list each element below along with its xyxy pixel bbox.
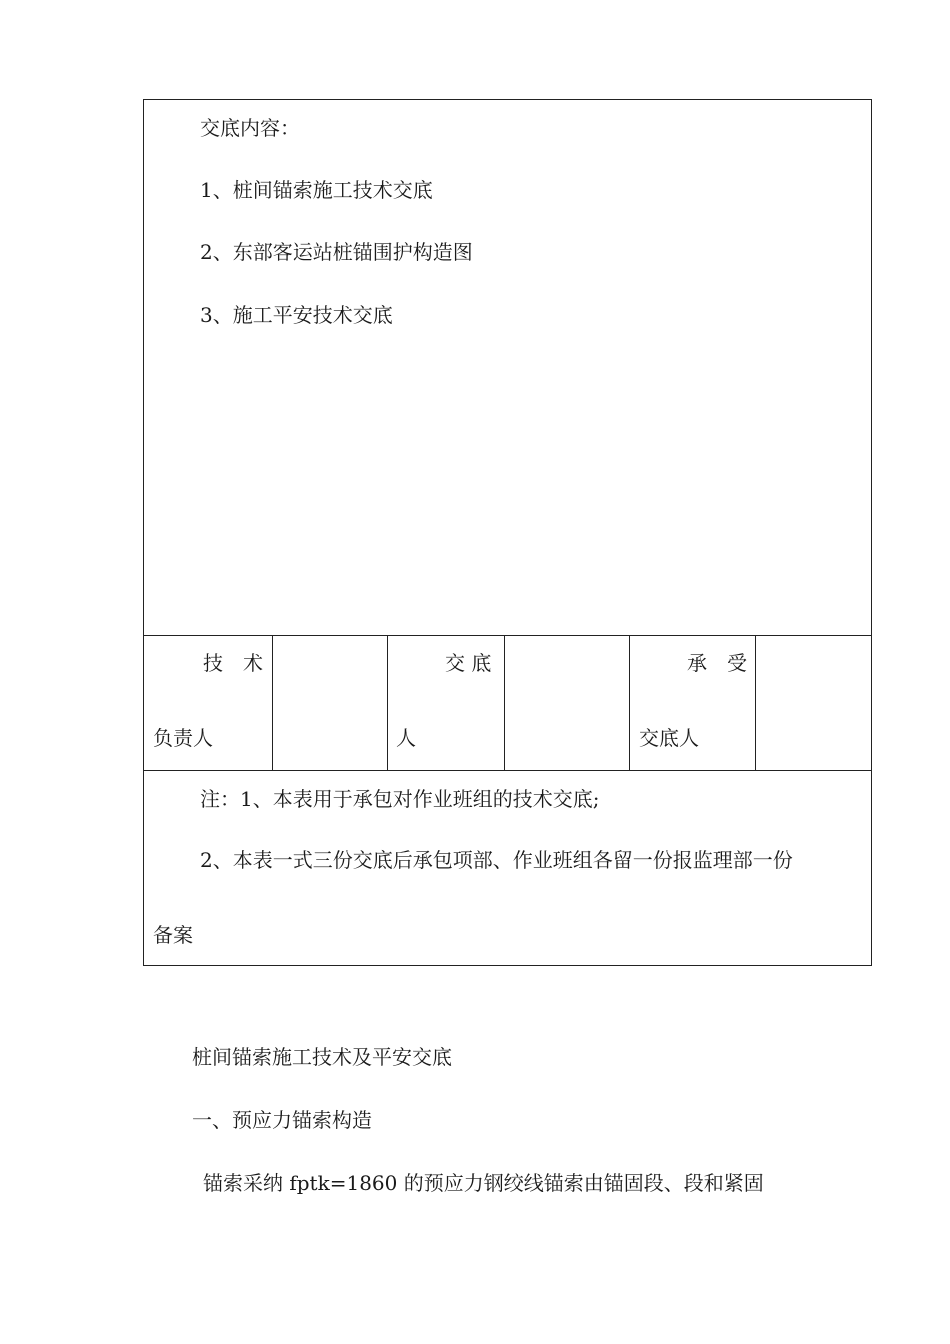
table-col-divider [504, 636, 505, 770]
document-title: 桩间锚索施工技术及平安交底 [192, 1045, 452, 1069]
disclosure-table [143, 99, 872, 966]
discloser-label: 交 底 [445, 651, 492, 675]
note-line: 备案 [153, 923, 193, 947]
table-divider-top [143, 635, 872, 636]
receiver-label: 交底人 [639, 726, 699, 750]
section-heading: 一、预应力锚索构造 [192, 1108, 372, 1132]
receiver-label: 承 受 [687, 651, 747, 675]
tech-lead-label: 负责人 [153, 726, 213, 750]
body-paragraph: 锚索采纳 fptk=1860 的预应力钢绞线锚索由锚固段、段和紧固 [203, 1171, 764, 1195]
content-heading: 交底内容： [200, 116, 300, 140]
note-line: 2、本表一式三份交底后承包项部、作业班组各留一份报监理部一份 [200, 848, 793, 872]
table-col-divider [755, 636, 756, 770]
content-item: 2、东部客运站桩锚围护构造图 [200, 240, 473, 264]
table-col-divider [629, 636, 630, 770]
table-col-divider [272, 636, 273, 770]
tech-lead-label: 技 术 [203, 651, 263, 675]
table-divider-bottom [143, 770, 872, 771]
table-col-divider [387, 636, 388, 770]
content-item: 3、施工平安技术交底 [200, 303, 393, 327]
content-item: 1、桩间锚索施工技术交底 [200, 178, 433, 202]
discloser-label: 人 [396, 726, 416, 750]
note-line: 注：1、本表用于承包对作业班组的技术交底; [200, 787, 600, 811]
